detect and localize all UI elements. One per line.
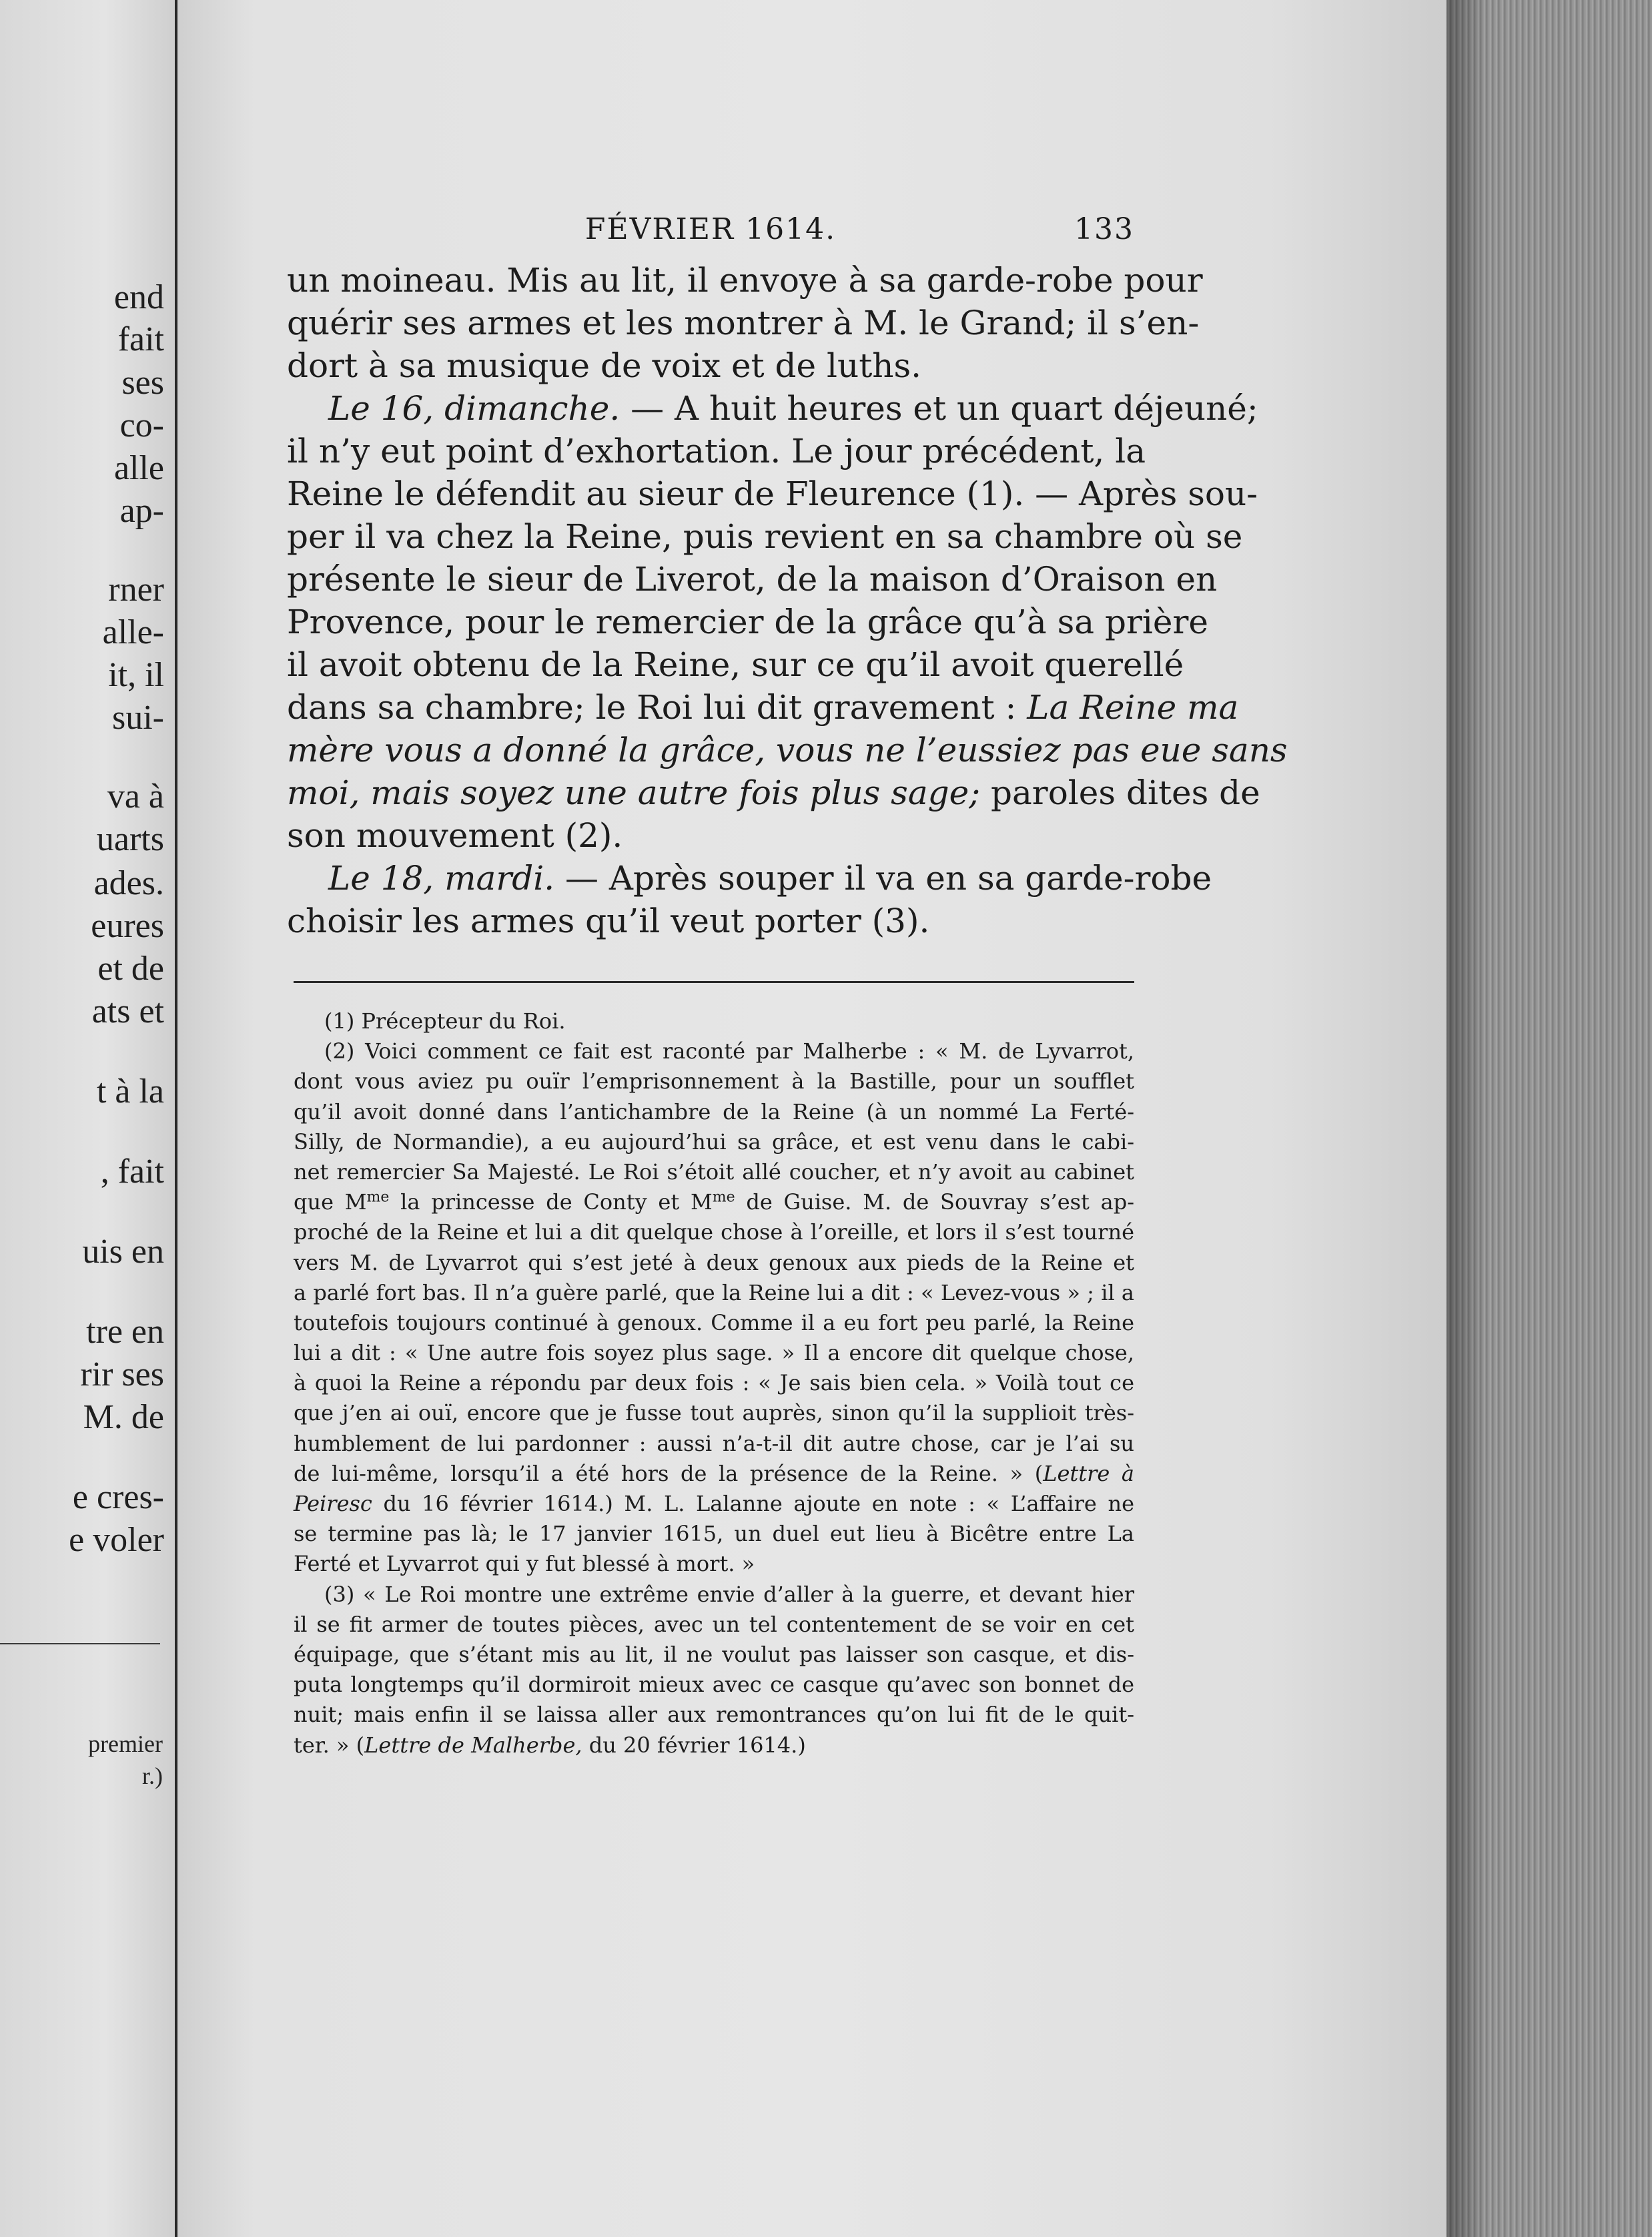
footnote-line [294,1640,1134,1670]
text-run: per il va chez la Reine, puis revient en sa chambre où se [287,517,1243,556]
left-page-line: M. de [83,1398,164,1436]
left-page-line: va à [107,777,164,816]
footnote-line [294,1036,1134,1066]
body-line [287,302,1200,344]
left-page-line: alle- [102,613,164,651]
footnote-line [294,1489,1134,1519]
body-line [287,900,1134,942]
footnote-line [294,1580,1134,1610]
left-footnote-line: premier [88,1730,163,1757]
footnote-line [294,1006,1134,1036]
left-page-line: sui- [112,699,164,737]
footnote-line [294,1670,1134,1700]
left-page-line: ades. [93,864,164,902]
text-run: (3) « Le Roi montre une extrême envie d’aller à la guerre, et devant hier [324,1581,1134,1607]
text-run: (1) Précepteur du Roi. [324,1008,566,1034]
text-run: ter. » ( [294,1732,365,1758]
body-line [287,344,1134,387]
italic-text: Peiresc [294,1491,372,1516]
text-run: Ferté et Lyvarrot qui y fut blessé à mort. » [294,1551,755,1577]
footnote-line [294,1248,1134,1278]
left-footnote-line: r.) [142,1763,163,1789]
footnote-line [294,1338,1134,1368]
text-run: dort à sa musique de voix et de luths. [287,346,922,385]
text-run: dans sa chambre; le Roi lui dit gravement : [287,688,1027,727]
body-text [287,259,1288,942]
text-run: puta longtemps qu’il dormiroit mieux avec ce casque qu’avec son bonnet de [294,1672,1134,1698]
text-run: lui a dit : « Une autre fois soyez plus sage. » Il a encore dit quelque chose, [294,1340,1134,1366]
left-page-line: , fait [100,1153,164,1191]
footnote-line [294,1217,1134,1247]
text-run: du 16 février 1614.) M. L. Lalanne ajoute en note : « L’affaire ne [372,1491,1134,1516]
text-run: équipage, que s’étant mis au lit, il ne voulut pas laisser son casque, et dis- [294,1641,1134,1667]
text-run: net remercier Sa Majesté. Le Roi s’étoit allé coucher, et n’y avoit au cabinet [294,1159,1134,1185]
left-page-line: ats et [91,992,164,1030]
italic-text: Le 18, mardi. [328,859,555,898]
text-run: du 20 février 1614.) [582,1732,806,1758]
left-page-line: co- [119,406,164,444]
left-page-line: t à la [96,1072,164,1110]
footnote-line [294,1368,1134,1398]
body-line [287,259,1203,302]
page-number: 133 [1074,212,1134,246]
text-run: il n’y eut point d’exhortation. Le jour précédent, la [287,432,1146,470]
body-line [287,857,1212,900]
footnote-line [294,1308,1134,1338]
left-page-line: uarts [96,820,164,858]
left-page-line: eures [91,907,164,945]
footnote-line [294,1730,1134,1761]
text-run: de lui-même, lorsqu’il a été hors de la présence de la Reine. » ( [294,1460,1044,1486]
body-line [287,387,1258,430]
text-run: vers M. de Lyvarrot qui s’est jeté à deux genoux aux pieds de la Reine et [294,1249,1134,1275]
left-page-line: e cres- [72,1478,164,1516]
footnote-line [294,1127,1134,1157]
left-page-line: ses [121,364,164,402]
superscript: me [712,1189,735,1206]
body-line [287,643,1184,686]
italic-text: moi, mais soyez une autre fois plus sage; [287,773,981,812]
body-line [287,515,1243,558]
text-run: se termine pas là; le 17 janvier 1615, un duel eut lieu à Bicêtre entre La [294,1521,1134,1547]
footnote-line [294,1549,1134,1579]
text-run: — Après souper il va en sa garde-robe [554,859,1212,898]
footnote-line [294,1429,1134,1459]
body-line [287,558,1218,601]
running-title: FÉVRIER 1614. [584,212,837,246]
text-run: son mouvement (2). [287,816,623,855]
text-run: il avoit obtenu de la Reine, sur ce qu’il avoit querellé [287,645,1184,684]
footnote-line [294,1610,1134,1640]
left-page-line: fait [117,320,164,358]
text-run: choisir les armes qu’il veut porter (3). [287,902,930,940]
footnote-line [294,1700,1134,1730]
body-line [287,601,1208,643]
footnote-line [294,1398,1134,1428]
italic-text: La Reine ma [1027,688,1239,727]
text-run: que M [294,1189,367,1215]
left-page-fragment [0,0,175,2237]
body-line [287,472,1258,515]
text-run: la princesse de Conty et M [389,1189,713,1215]
text-run: (2) Voici comment ce fait est raconté par Malherbe : « M. de Lyvarrot, [324,1038,1134,1064]
left-page-line: et de [97,950,164,988]
text-run: a parlé fort bas. Il n’a guère parlé, que la Reine lui a dit : « Levez-vous » ; il a [294,1279,1134,1305]
text-run: à quoi la Reine a répondu par deux fois : « Je sais bien cela. » Voilà tout ce [294,1370,1134,1396]
footnote-line [294,1459,1134,1489]
left-page-line: ap- [119,492,164,530]
text-run: présente le sieur de Liverot, de la maison d’Oraison en [287,560,1218,599]
running-head [287,212,1134,252]
left-footnote-rule [0,1643,160,1644]
footnote-line [294,1519,1134,1549]
footnote-line [294,1097,1134,1127]
italic-text: Lettre à [1043,1460,1134,1486]
left-page-line: tre en [86,1313,164,1351]
text-run: proché de la Reine et lui a dit quelque chose à l’oreille, et lors il s’est tourné [294,1219,1134,1245]
body-line [287,729,1288,771]
footnote-separator [294,981,1134,983]
left-page-line: uis en [82,1233,164,1271]
text-run: de Guise. M. de Souvray s’est ap- [735,1189,1135,1215]
text-run: nuit; mais enfin il se laissa aller aux remontrances qu’on lui fit de le quit- [294,1702,1134,1728]
left-page-line: end [113,278,164,316]
footnote-line [294,1066,1134,1096]
left-page-line: rir ses [80,1355,164,1393]
text-run: Provence, pour le remercier de la grâce qu’à sa prière [287,603,1208,641]
footnote-line [294,1157,1134,1187]
text-run: humblement de lui pardonner : aussi n’a-t-il dit autre chose, car je l’ai su [294,1430,1134,1456]
italic-text: Lettre de Malherbe, [364,1732,582,1758]
text-run: toutefois toujours continué à genoux. Comme il a eu fort peu parlé, la Reine [294,1309,1134,1335]
text-run: que j’en ai ouï, encore que je fusse tout auprès, sinon qu’il la supplioit très- [294,1400,1134,1426]
left-page-line: it, il [108,656,164,694]
text-run: — A huit heures et un quart déjeuné; [620,389,1258,428]
italic-text: Le 16, dimanche. [328,389,621,428]
body-line [287,686,1239,729]
text-run: Reine le défendit au sieur de Fleurence (1). — Après sou- [287,474,1258,513]
text-run: quérir ses armes et les montrer à M. le Grand; il s’en- [287,304,1200,342]
text-run: paroles dites de [980,773,1260,812]
text-run: qu’il avoit donné dans l’antichambre de la Reine (à un nommé La Ferté- [294,1098,1134,1125]
body-line [287,771,1260,814]
text-run: un moineau. Mis au lit, il envoye à sa garde-robe pour [287,261,1203,300]
footnote-line [294,1187,1134,1217]
left-page-line: alle [113,449,164,487]
body-line [287,814,1134,857]
left-page-line: e voler [69,1521,164,1559]
left-page-line: rner [108,571,164,609]
footnote-line [294,1278,1134,1308]
italic-text: mère vous a donné la grâce, vous ne l’eussiez pas eue sans [287,731,1288,769]
text-run: dont vous aviez pu ouïr l’emprisonnement à la Bastille, pour un soufflet [294,1068,1134,1094]
text-run: il se fit armer de toutes pièces, avec un tel contentement de se voir en cet [294,1611,1134,1637]
superscript: me [366,1189,390,1206]
footnotes [294,1006,1134,1761]
text-run: Silly, de Normandie), a eu aujourd’hui sa grâce, et est venu dans le cabi- [294,1129,1134,1155]
body-line [287,430,1146,472]
page-edge-shadow [1447,0,1487,2237]
